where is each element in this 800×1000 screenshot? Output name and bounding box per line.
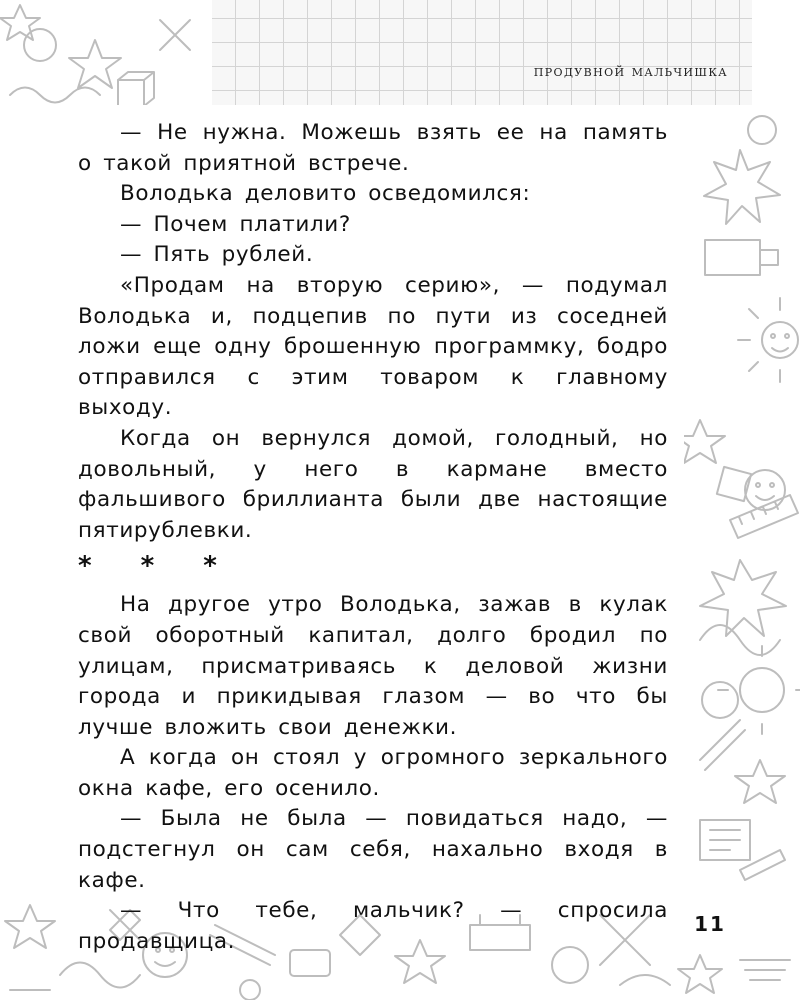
ruler-doodle-icon: [730, 495, 798, 538]
squiggle-doodle-icon: [10, 88, 100, 103]
paragraph: — Не нужна. Можешь взять ее на память о такой приятной встрече.: [78, 120, 668, 176]
paragraph: — Была не была — повидаться надо, — подстегнул он сам себя, нахально входя в кафе.: [78, 806, 668, 893]
paragraph: Когда он вернулся домой, голодный, но довольный, у него в кармане вместо фальшивого бриллианта были две настоящие пятирублевки.: [78, 425, 668, 543]
header-grid-tab: [212, 0, 752, 105]
star-doodle-icon: [69, 40, 121, 88]
paragraph: — Что тебе, мальчик? — спросила продавщица.: [78, 898, 668, 954]
section-separator: * * *: [78, 551, 235, 582]
paragraph: «Продам на вторую серию», — подумал Володька и, подцепив по пути из соседней ложи еще одну брошенную программку, бодро отправился с этим товаром к главному выходу.: [78, 272, 668, 421]
paragraph: — Почем платили?: [120, 211, 351, 237]
paragraph: Володька деловито осведомился:: [120, 181, 531, 207]
burst-doodle-icon: [704, 150, 780, 224]
body-text: [78, 118, 668, 957]
paragraph: А когда он стоял у огромного зеркального окна кафе, его осенило.: [78, 745, 668, 801]
running-header-title: продувной мальчишка: [533, 62, 728, 80]
page-number: 11: [694, 912, 726, 936]
paragraph: На другое утро Володька, зажав в кулак свой оборотный капитал, долго бродил по улицам, присматриваясь к деловой жизни города и прикидывая глазом — во что бы лучше вложить свои денежки.: [78, 592, 668, 740]
paragraph: — Пять рублей.: [120, 242, 314, 268]
sun-doodle-icon: [762, 322, 798, 358]
cube-doodle-icon: [118, 80, 144, 106]
circle-doodle-icon: [24, 29, 56, 61]
